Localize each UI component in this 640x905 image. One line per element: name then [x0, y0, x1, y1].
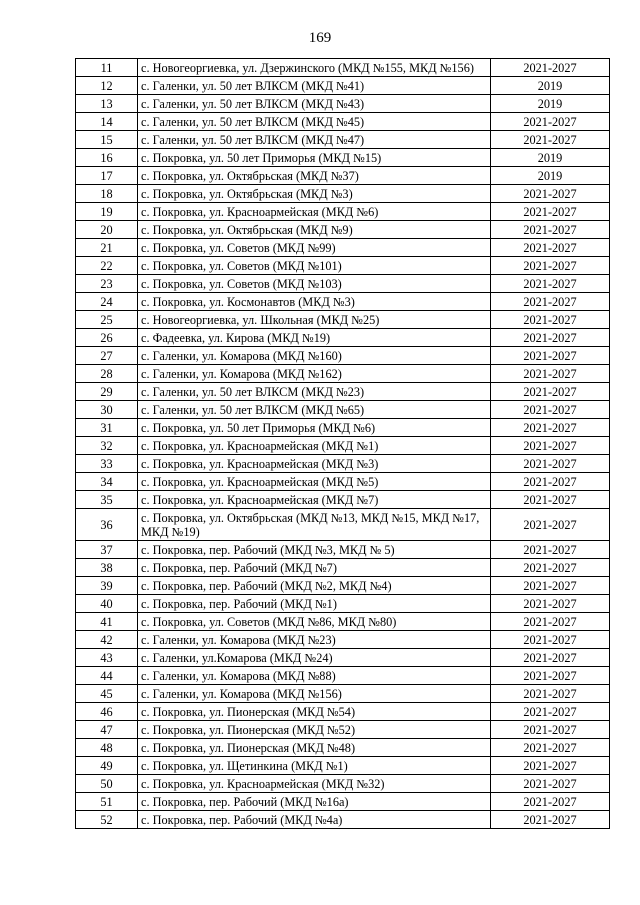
row-address: с. Покровка, ул. Советов (МКД №103): [138, 275, 491, 293]
row-years: 2021-2027: [491, 811, 610, 829]
row-address: с. Покровка, ул. Космонавтов (МКД №3): [138, 293, 491, 311]
row-address: с. Покровка, ул. Красноармейская (МКД №5): [138, 473, 491, 491]
row-number: 11: [76, 59, 138, 77]
row-number: 18: [76, 185, 138, 203]
table-row: [76, 667, 610, 685]
row-years: 2021-2027: [491, 419, 610, 437]
table-row: [76, 649, 610, 667]
row-number: 16: [76, 149, 138, 167]
row-number: 24: [76, 293, 138, 311]
row-number: 50: [76, 775, 138, 793]
row-number: 25: [76, 311, 138, 329]
row-years: 2021-2027: [491, 185, 610, 203]
row-address: с. Покровка, ул. Советов (МКД №86, МКД №80): [138, 613, 491, 631]
table-row: [76, 293, 610, 311]
row-number: 22: [76, 257, 138, 275]
row-number: 38: [76, 559, 138, 577]
table-row: [76, 509, 610, 541]
table-row: [76, 437, 610, 455]
row-address: с. Фадеевка, ул. Кирова (МКД №19): [138, 329, 491, 347]
row-years: 2021-2027: [491, 757, 610, 775]
row-address: с. Покровка, ул. Октябрьская (МКД №9): [138, 221, 491, 239]
table-row: [76, 149, 610, 167]
row-address: с. Покровка, ул. Советов (МКД №101): [138, 257, 491, 275]
row-address: с. Покровка, ул. Красноармейская (МКД №7): [138, 491, 491, 509]
table-row: [76, 631, 610, 649]
row-years: 2019: [491, 77, 610, 95]
row-number: 46: [76, 703, 138, 721]
table-row: [76, 541, 610, 559]
table-row: [76, 473, 610, 491]
row-number: 44: [76, 667, 138, 685]
row-number: 21: [76, 239, 138, 257]
page-number: 169: [308, 30, 332, 46]
row-address: с. Покровка, ул. Советов (МКД №99): [138, 239, 491, 257]
table-row: [76, 221, 610, 239]
row-years: 2021-2027: [491, 257, 610, 275]
table-row: [76, 739, 610, 757]
row-address: с. Галенки, ул. Комарова (МКД №156): [138, 685, 491, 703]
row-number: 14: [76, 113, 138, 131]
housing-table: [75, 58, 610, 829]
table-row: [76, 577, 610, 595]
table-row: [76, 95, 610, 113]
table-row: [76, 257, 610, 275]
row-number: 48: [76, 739, 138, 757]
table-row: [76, 131, 610, 149]
table-row: [76, 167, 610, 185]
row-number: 12: [76, 77, 138, 95]
row-address: с. Покровка, ул. 50 лет Приморья (МКД №6): [138, 419, 491, 437]
row-number: 13: [76, 95, 138, 113]
row-years: 2021-2027: [491, 473, 610, 491]
row-years: 2021-2027: [491, 59, 610, 77]
row-address: с. Покровка, пер. Рабочий (МКД №3, МКД № 5): [138, 541, 491, 559]
row-address: с. Галенки, ул. 50 лет ВЛКСМ (МКД №47): [138, 131, 491, 149]
row-years: 2019: [491, 95, 610, 113]
table-row: [76, 239, 610, 257]
table-row: [76, 365, 610, 383]
row-address: с. Новогеоргиевка, ул. Дзержинского (МКД №155, МКД №156): [138, 59, 491, 77]
row-address: с. Покровка, ул. Красноармейская (МКД №6): [138, 203, 491, 221]
table-row: [76, 113, 610, 131]
row-years: 2019: [491, 167, 610, 185]
row-years: 2021-2027: [491, 613, 610, 631]
table-row: [76, 757, 610, 775]
table-row: [76, 401, 610, 419]
table-row: [76, 311, 610, 329]
row-address: с. Галенки, ул. Комарова (МКД №162): [138, 365, 491, 383]
row-number: 17: [76, 167, 138, 185]
row-years: 2021-2027: [491, 775, 610, 793]
table-row: [76, 185, 610, 203]
row-years: 2021-2027: [491, 577, 610, 595]
row-address: с. Покровка, пер. Рабочий (МКД №16а): [138, 793, 491, 811]
row-address: с. Покровка, ул. Красноармейская (МКД №32): [138, 775, 491, 793]
table-row: [76, 419, 610, 437]
row-years: 2021-2027: [491, 401, 610, 419]
row-years: 2021-2027: [491, 455, 610, 473]
row-years: 2021-2027: [491, 131, 610, 149]
table-row: [76, 59, 610, 77]
row-years: 2021-2027: [491, 595, 610, 613]
row-address: с. Покровка, пер. Рабочий (МКД №2, МКД №4): [138, 577, 491, 595]
table-row: [76, 559, 610, 577]
table-body: [76, 59, 610, 829]
table-row: [76, 595, 610, 613]
row-number: 35: [76, 491, 138, 509]
row-number: 23: [76, 275, 138, 293]
row-years: 2021-2027: [491, 491, 610, 509]
row-years: 2021-2027: [491, 293, 610, 311]
row-address: с. Покровка, ул. Красноармейская (МКД №1): [138, 437, 491, 455]
row-years: 2021-2027: [491, 685, 610, 703]
row-number: 41: [76, 613, 138, 631]
row-number: 19: [76, 203, 138, 221]
row-address: с. Покровка, ул. Пионерская (МКД №54): [138, 703, 491, 721]
table-row: [76, 775, 610, 793]
row-years: 2021-2027: [491, 311, 610, 329]
table-row: [76, 275, 610, 293]
row-address: с. Покровка, ул. Щетинкина (МКД №1): [138, 757, 491, 775]
table-row: [76, 329, 610, 347]
row-number: 29: [76, 383, 138, 401]
row-years: 2021-2027: [491, 739, 610, 757]
table-row: [76, 77, 610, 95]
row-years: 2021-2027: [491, 113, 610, 131]
table-row: [76, 811, 610, 829]
row-address: с. Галенки, ул.Комарова (МКД №24): [138, 649, 491, 667]
row-years: 2021-2027: [491, 649, 610, 667]
row-address: с. Покровка, ул. Октябрьская (МКД №3): [138, 185, 491, 203]
row-years: 2021-2027: [491, 509, 610, 541]
row-address: с. Галенки, ул. 50 лет ВЛКСМ (МКД №65): [138, 401, 491, 419]
table-row: [76, 685, 610, 703]
table-row: [76, 347, 610, 365]
row-address: с. Галенки, ул. 50 лет ВЛКСМ (МКД №43): [138, 95, 491, 113]
row-years: 2021-2027: [491, 347, 610, 365]
row-address: с. Покровка, ул. Октябрьская (МКД №37): [138, 167, 491, 185]
row-number: 45: [76, 685, 138, 703]
row-number: 37: [76, 541, 138, 559]
row-number: 39: [76, 577, 138, 595]
row-years: 2019: [491, 149, 610, 167]
row-number: 43: [76, 649, 138, 667]
row-address: с. Галенки, ул. 50 лет ВЛКСМ (МКД №45): [138, 113, 491, 131]
row-years: 2021-2027: [491, 793, 610, 811]
row-address: с. Покровка, ул. Красноармейская (МКД №3): [138, 455, 491, 473]
row-years: 2021-2027: [491, 437, 610, 455]
table-row: [76, 203, 610, 221]
row-address: с. Галенки, ул. Комарова (МКД №23): [138, 631, 491, 649]
table-row: [76, 613, 610, 631]
row-years: 2021-2027: [491, 383, 610, 401]
row-years: 2021-2027: [491, 559, 610, 577]
row-number: 40: [76, 595, 138, 613]
row-number: 31: [76, 419, 138, 437]
row-address: с. Галенки, ул. Комарова (МКД №88): [138, 667, 491, 685]
row-years: 2021-2027: [491, 329, 610, 347]
table-row: [76, 455, 610, 473]
row-years: 2021-2027: [491, 239, 610, 257]
row-number: 20: [76, 221, 138, 239]
table-row: [76, 793, 610, 811]
row-years: 2021-2027: [491, 631, 610, 649]
row-address: с. Галенки, ул. 50 лет ВЛКСМ (МКД №23): [138, 383, 491, 401]
row-years: 2021-2027: [491, 365, 610, 383]
table-row: [76, 703, 610, 721]
row-address: с. Покровка, пер. Рабочий (МКД №7): [138, 559, 491, 577]
row-number: 15: [76, 131, 138, 149]
row-years: 2021-2027: [491, 275, 610, 293]
table-row: [76, 491, 610, 509]
row-address: с. Покровка, ул. 50 лет Приморья (МКД №15): [138, 149, 491, 167]
row-address: с. Покровка, ул. Пионерская (МКД №52): [138, 721, 491, 739]
row-number: 36: [76, 509, 138, 541]
row-number: 30: [76, 401, 138, 419]
row-years: 2021-2027: [491, 541, 610, 559]
row-number: 34: [76, 473, 138, 491]
row-number: 32: [76, 437, 138, 455]
row-number: 51: [76, 793, 138, 811]
table-row: [76, 721, 610, 739]
row-address: с. Покровка, ул. Пионерская (МКД №48): [138, 739, 491, 757]
table-row: [76, 383, 610, 401]
row-years: 2021-2027: [491, 221, 610, 239]
row-address: с. Галенки, ул. 50 лет ВЛКСМ (МКД №41): [138, 77, 491, 95]
row-address: с. Галенки, ул. Комарова (МКД №160): [138, 347, 491, 365]
row-number: 28: [76, 365, 138, 383]
row-number: 47: [76, 721, 138, 739]
row-years: 2021-2027: [491, 667, 610, 685]
row-address: с. Покровка, пер. Рабочий (МКД №4а): [138, 811, 491, 829]
row-number: 27: [76, 347, 138, 365]
row-number: 26: [76, 329, 138, 347]
row-number: 49: [76, 757, 138, 775]
row-address: с. Покровка, ул. Октябрьская (МКД №13, МКД №15, МКД №17, МКД №19): [138, 509, 491, 541]
row-years: 2021-2027: [491, 203, 610, 221]
row-number: 52: [76, 811, 138, 829]
row-years: 2021-2027: [491, 721, 610, 739]
row-years: 2021-2027: [491, 703, 610, 721]
row-number: 42: [76, 631, 138, 649]
row-address: с. Покровка, пер. Рабочий (МКД №1): [138, 595, 491, 613]
row-number: 33: [76, 455, 138, 473]
row-address: с. Новогеоргиевка, ул. Школьная (МКД №25): [138, 311, 491, 329]
